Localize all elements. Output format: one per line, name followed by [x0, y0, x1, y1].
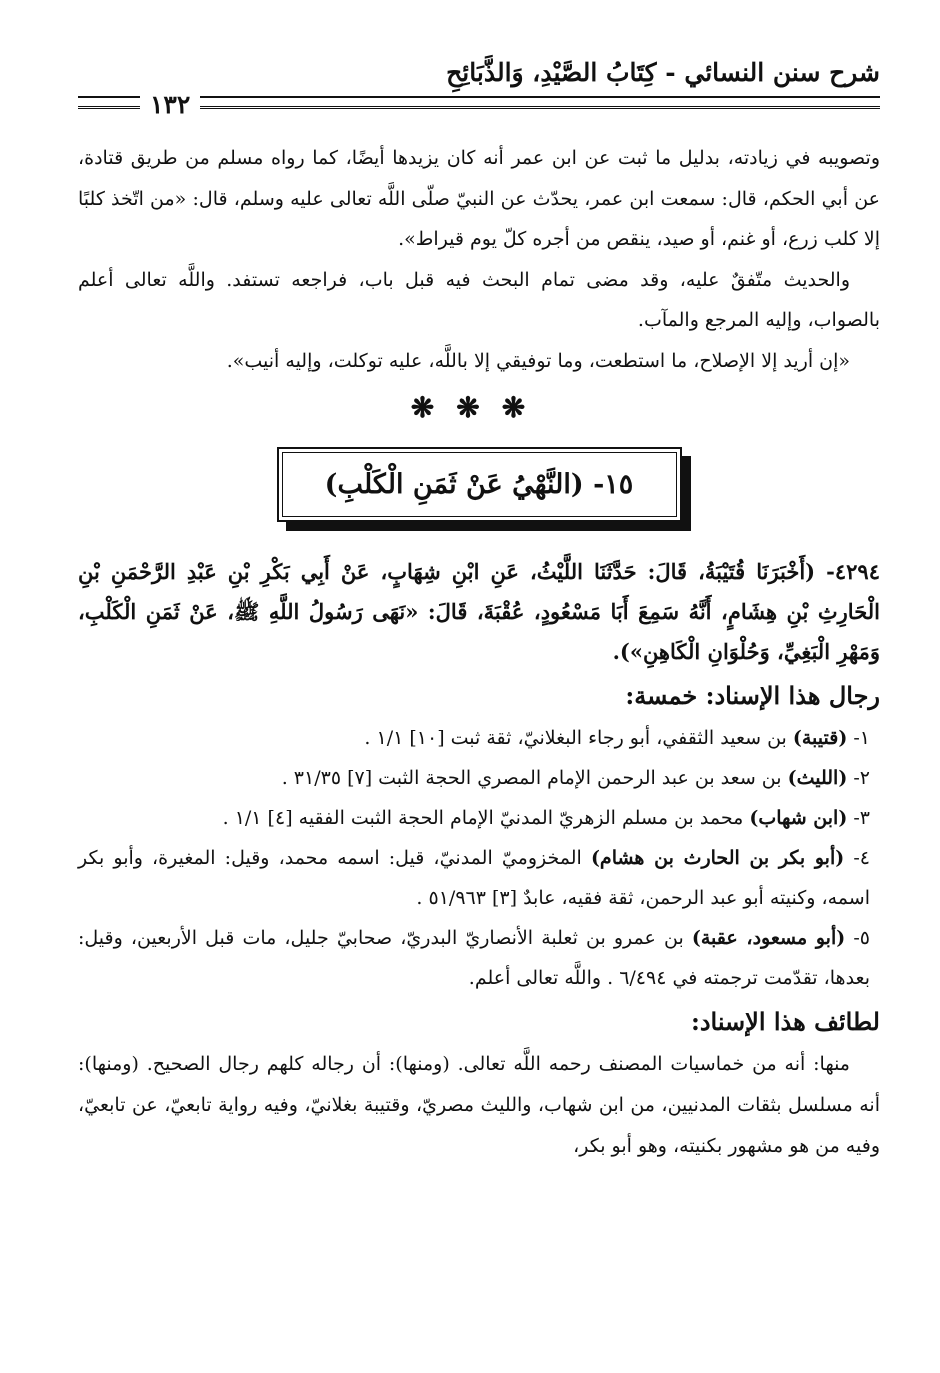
- narrator-name: (أبو مسعود، عقبة): [691, 927, 846, 949]
- lataif-paragraph: منها: أنه من خماسيات المصنف رحمه اللَّه تعالى. (ومنها): أن رجاله كلهم رجال الصحيح. (ومنها): أنه مسلسل بثقات المدنيين، من ابن شهاب، والليث مصريّ، وقتيبة بغلانيّ، وفيه رواية تابعيّ، عن تابعيّ، وفيه من هو مشهور بكنيته، وهو أبو بكر،: [78, 1053, 880, 1157]
- narrator-details: بن عمرو بن ثعلبة الأنصاريّ البدريّ، صحابيّ جليل، مات قبل الأربعين، وقيل: بعدها، تقدّمت ترجمته في ٦/٤٩٤ . واللَّه تعالى أعلم.: [78, 927, 870, 989]
- narrator-number: ٣-: [847, 807, 870, 829]
- section-separator: ❋❋❋: [410, 391, 548, 424]
- narrator-details: محمد بن مسلم الزهريّ المدنيّ الإمام الحجة الثبت الفقيه [٤] ١/١ .: [222, 807, 750, 829]
- chapter-title: ١٥- (النَّهْيُ عَنْ ثَمَنِ الْكَلْبِ): [282, 452, 677, 517]
- narrator-details: المخزوميّ المدنيّ، قيل: اسمه محمد، وقيل: المغيرة، وأبو بكر اسمه، وكنيته أبو عبد الرحمن، ثقة فقيه، عابدٌ [٣] ٥١/٩٦٣ .: [78, 847, 870, 909]
- narrators-heading: رجال هذا الإسناد: خمسة:: [625, 681, 880, 710]
- narrator-number: ١-: [847, 727, 870, 749]
- narrator-item: [78, 918, 880, 998]
- intro-paragraph-2: والحديث متّفقٌ عليه، وقد مضى تمام البحث فيه قبل باب، فراجعه تستفد. واللَّه تعالى أعلم بالصواب، وإليه المرجع والمآب.: [78, 268, 880, 331]
- page-header: [78, 52, 880, 119]
- page-body: [78, 138, 880, 1167]
- narrator-number: ٤-: [844, 847, 870, 869]
- running-title: شرح سنن النسائي - كِتَابُ الصَّيْدِ، وَالذَّبَائِحِ: [446, 58, 880, 87]
- narrator-details: بن سعد بن عبد الرحمن الإمام المصري الحجة الثبت [٧] ٣١/٣٥ .: [281, 767, 788, 789]
- narrator-name: (قتيبة): [792, 727, 848, 749]
- narrator-name: (الليث): [787, 767, 848, 789]
- intro-paragraph-3: «إن أريد إلا الإصلاح، ما استطعت، وما توفيقي إلا باللَّه، عليه توكلت، وإليه أنيب».: [226, 349, 850, 372]
- lataif-heading: لطائف هذا الإسناد:: [690, 1007, 880, 1036]
- lataif-section: [78, 1044, 880, 1167]
- hadith-text: ٤٢٩٤- (أَخْبَرَنَا قُتَيْبَةُ، قَالَ: حَدَّثَنَا اللَّيْثُ، عَنِ ابْنِ شِهَابٍ، عَنْ أَبِي بَكْرِ بْنِ عَبْدِ الرَّحْمَنِ بْنِ الْحَارِثِ بْنِ هِشَامٍ، أَنَّهُ سَمِعَ أَبَا مَسْعُودٍ، عُقْبَةَ، قَالَ: «نَهَى رَسُولُ اللَّهِ ﷺ، عَنْ ثَمَنِ الْكَلْبِ، وَمَهْرِ الْبَغِيِّ، وَحُلْوَانِ الْكَاهِنِ»).: [78, 559, 880, 664]
- narrator-name: (ابن شهاب): [749, 807, 848, 829]
- narrator-details: بن سعيد الثقفي، أبو رجاء البغلانيّ، ثقة ثبت [١٠] ١/١ .: [364, 727, 793, 749]
- narrator-item: [78, 718, 880, 758]
- narrator-number: ٥-: [845, 927, 870, 949]
- narrator-item: [78, 838, 880, 918]
- narrator-item: [78, 758, 880, 798]
- narrator-number: ٢-: [847, 767, 870, 789]
- narrator-name: (أبو بكر بن الحارث بن هشام): [590, 847, 845, 869]
- page-number: ١٣٢: [140, 90, 200, 119]
- chapter-title-box: [277, 447, 682, 522]
- narrator-item: [78, 798, 880, 838]
- intro-paragraph-1: وتصويبه في زيادته، بدليل ما ثبت عن ابن عمر أنه كان يزيدها أيضًا، كما رواه مسلم من طريق قتادة، عن أبي الحكم، قال: سمعت ابن عمر، يحدّث عن النبيّ صلّى اللَّه تعالى عليه وسلم، قال: «من اتّخذ كلبًا إلا كلب زرع، أو غنم، أو صيد، ينقص من أجره كلّ يوم قيراط».: [78, 147, 880, 250]
